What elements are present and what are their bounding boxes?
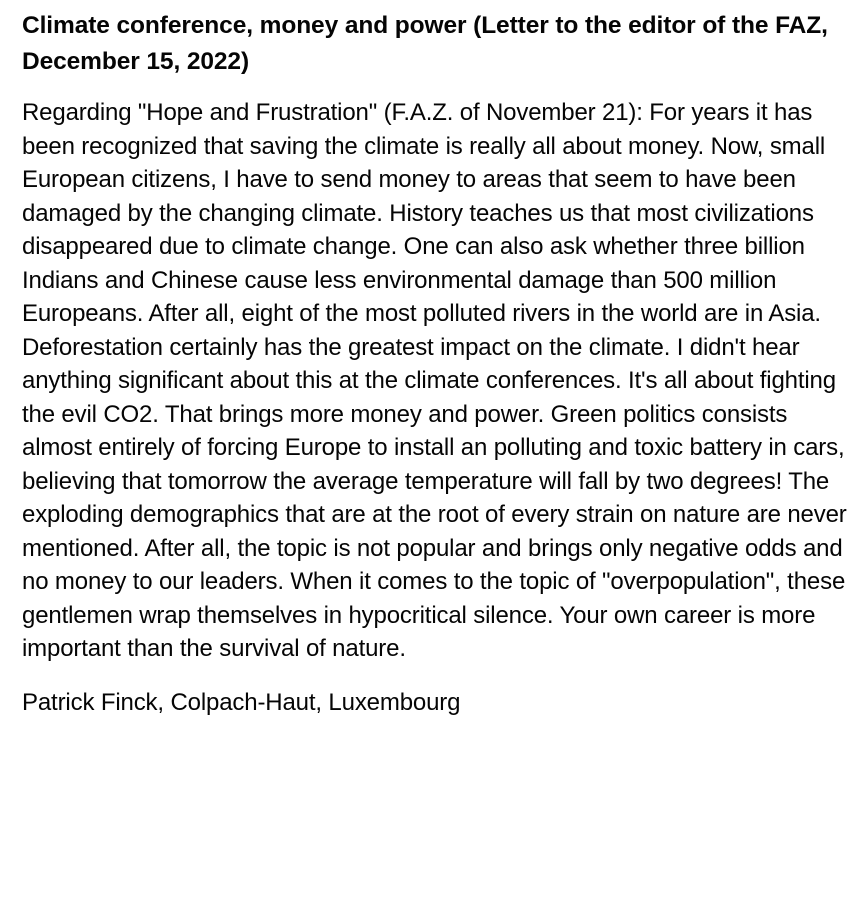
- letter-signature: Patrick Finck, Colpach-Haut, Luxembourg: [22, 688, 461, 716]
- letter-title: Climate conference, money and power (Letter to the editor of the FAZ, December 15, 2022): [22, 12, 828, 75]
- letter-post: [22, 8, 852, 719]
- letter-body: Regarding "Hope and Frustration" (F.A.Z. of November 21): For years it has been recognized that saving the climate is really all about money. Now, small European citizens, I have to send money to areas that seem to have been damaged by the changing climate. History teaches us that most civilizations disappeared due to climate change. One can also ask whether three billion Indians and Chinese cause less environmental damage than 500 million Europeans. After all, eight of the most polluted rivers in the world are in Asia. Deforestation certainly has the greatest impact on the climate. I didn't hear anything significant about this at the climate conferences. It's all about fighting the evil CO2. That brings more money and power. Green politics consists almost entirely of forcing Europe to install an polluting and toxic battery in cars, believing that tomorrow the average temperature will fall by two degrees! The exploding demographics that are at the root of every strain on nature are never mentioned. After all, the topic is not popular and brings only negative odds and no money to our leaders. When it comes to the topic of "overpopulation", these gentlemen wrap themselves in hypocritical silence. Your own career is more important than the survival of nature.: [22, 99, 847, 662]
